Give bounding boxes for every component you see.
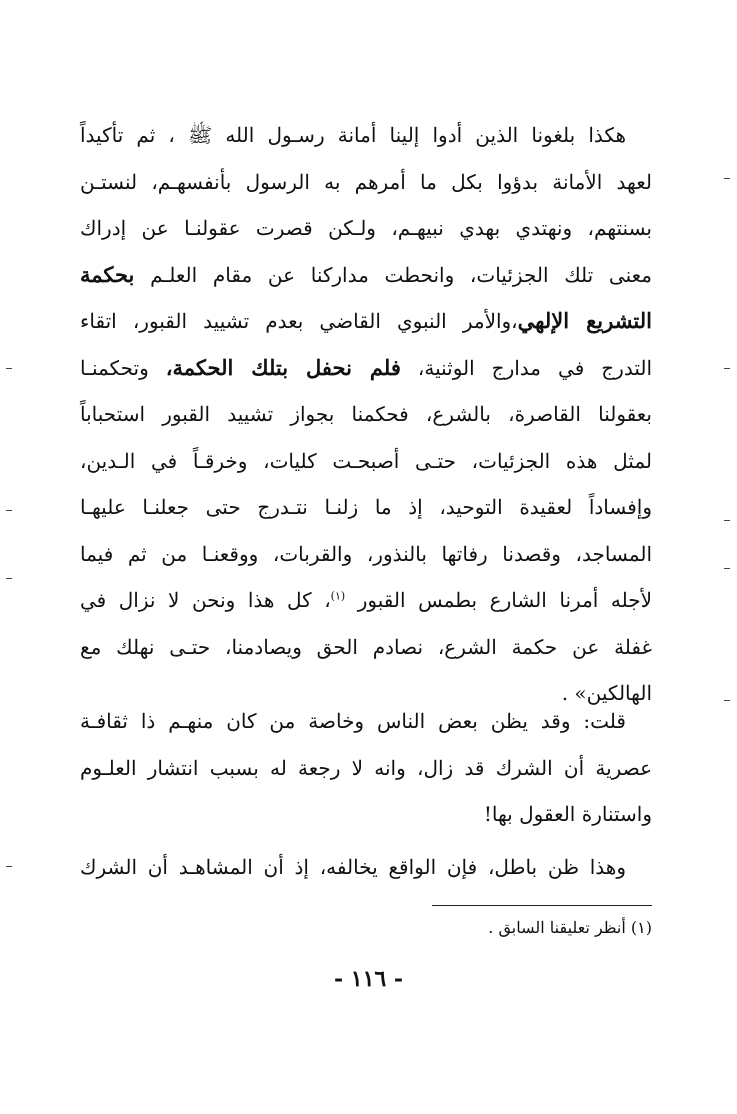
- bold-phrase: التشريع الإلهي: [517, 308, 653, 333]
- text-segment: ، كل هذا ونحن لا نزال في: [80, 588, 331, 612]
- margin-tick: [6, 368, 12, 369]
- text-line: بعقولنا القاصرة، بالشرع، فحكمنا بجواز تشييد القبور استحباباً: [80, 402, 652, 426]
- footnote-divider: [432, 905, 652, 906]
- text-line: [80, 252, 652, 299]
- paragraph-1: [80, 112, 652, 717]
- text-line: غفلة عن حكمة الشرع، نصادم الحق ويصادمنا، حتـى نهلك مع: [80, 634, 652, 659]
- margin-tick: [6, 866, 12, 867]
- footnote: (١) أنظر تعليقنا السابق .: [488, 918, 652, 937]
- text-line: الهالكين» .: [561, 681, 652, 705]
- page-number: - ١١٦ -: [333, 966, 404, 992]
- text-segment: لأجله أمرنا الشارع بطمس القبور: [357, 588, 652, 612]
- margin-tick: [724, 368, 730, 369]
- text-line: المساجد، وقصدنا رفاتها بالنذور، والقربات، ووقعنـا من ثم فيما: [80, 541, 652, 566]
- text-line: [80, 345, 652, 392]
- text-line: وهذا ظن باطل، فإن الواقع يخالفه، إذ أن المشاهـد أن الشرك: [80, 855, 626, 879]
- text-line: عصرية أن الشرك قد زال، وانه لا رجعة له بسبب انتشار العلـوم: [80, 755, 652, 780]
- text-line: قلت: وقد يظن بعض الناس وخاصة من كان منهـم ذا ثقافـة: [80, 709, 626, 733]
- bold-phrase: فلم نحفل بتلك الحكمة،: [165, 354, 401, 380]
- text-segment: التدرج في مدارج الوثنية،: [417, 355, 652, 380]
- margin-tick: [724, 520, 730, 521]
- margin-tick: [724, 568, 730, 569]
- text-line: لمثل هذه الجزئيات، حتـى أصبحـت كليات، وخرقـاً في الـدين،: [80, 448, 652, 473]
- text-line: [80, 298, 652, 345]
- footnote-reference[interactable]: (١): [330, 589, 346, 603]
- text-line: بسنتهم، ونهتدي بهدي نبيهـم، ولـكن قصرت عقولنـا عن إدراك: [80, 216, 652, 240]
- margin-tick: [724, 178, 730, 179]
- paragraph-2: [80, 698, 652, 838]
- margin-tick: [6, 578, 12, 579]
- text-line: وإفساداً لعقيدة التوحيد، إذ ما زلنـا نتـدرج حتى جعلنـا عليهـا: [80, 495, 652, 519]
- margin-tick: [724, 700, 730, 701]
- bold-phrase: بحكمة: [80, 261, 135, 287]
- text-line: هكذا بلغونا الذين أدوا إلينا أمانة رسـول الله ﷺ ، ثم تأكيداً: [80, 123, 626, 147]
- text-segment: ،والأمر النبوي القاضي بعدم تشييد القبور، اتقاء: [80, 309, 518, 333]
- text-line: [80, 577, 652, 624]
- text-segment: وتحكمنـا: [80, 355, 149, 380]
- text-line: لعهد الأمانة بدؤوا بكل ما أمرهم به الرسول بأنفسهـم، لنستـن: [80, 169, 652, 194]
- paragraph-3: [80, 844, 652, 891]
- text-segment: معنى تلك الجزئيات، وانحطت مداركنا عن مقام العلـم: [150, 262, 652, 287]
- margin-tick: [6, 510, 12, 511]
- text-line: واستنارة العقول بها!: [483, 802, 652, 826]
